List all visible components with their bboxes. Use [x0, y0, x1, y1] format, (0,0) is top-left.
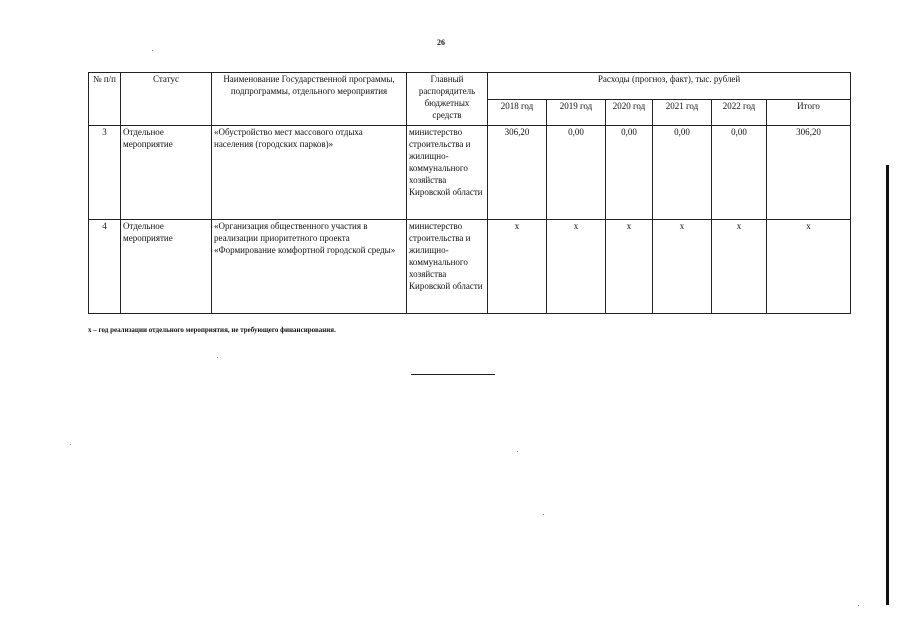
header-expenses: Расходы (прогноз, факт), тыс. рублей: [488, 73, 851, 100]
header-year-2021: 2021 год: [653, 99, 712, 126]
header-row-1: [89, 73, 851, 100]
row-manager: министерство строительства и жилищно-коммунального хозяйства Кировской области: [407, 220, 488, 314]
row-value-2018: x: [488, 220, 547, 314]
row-value-2018: 306,20: [488, 126, 547, 220]
table-row: [89, 126, 851, 220]
scan-speck: [217, 357, 218, 358]
row-value-2021: x: [653, 220, 712, 314]
row-value-2019: x: [547, 220, 606, 314]
header-year-2018: 2018 год: [488, 99, 547, 126]
header-num: № п/п: [89, 73, 121, 126]
row-num: 3: [89, 126, 121, 220]
header-total: Итого: [767, 99, 851, 126]
row-name: «Обустройство мест массового отдыха населения (городских парков)»: [212, 126, 407, 220]
header-manager: Главный распорядитель бюджетных средств: [407, 73, 488, 126]
header-year-2019: 2019 год: [547, 99, 606, 126]
page-number: 26: [437, 38, 445, 47]
header-year-2022: 2022 год: [712, 99, 767, 126]
row-value-2020: x: [606, 220, 653, 314]
scan-edge-line: [886, 165, 889, 605]
scan-speck: [70, 444, 71, 445]
header-year-2020: 2020 год: [606, 99, 653, 126]
scan-speck: [152, 50, 153, 51]
row-value-2020: 0,00: [606, 126, 653, 220]
end-divider: [411, 374, 495, 375]
header-name: Наименование Государственной программы, подпрограммы, отдельного мероприятия: [212, 73, 407, 126]
row-value-2022: x: [712, 220, 767, 314]
row-value-2019: 0,00: [547, 126, 606, 220]
row-total: 306,20: [767, 126, 851, 220]
scan-speck: [517, 451, 518, 452]
row-value-2021: 0,00: [653, 126, 712, 220]
table-row: [89, 220, 851, 314]
row-name: «Организация общественного участия в реализации приоритетного проекта «Формирование комфортной городской среды»: [212, 220, 407, 314]
scan-speck: [858, 605, 859, 606]
budget-table: [88, 72, 851, 314]
row-status: Отдельное мероприятие: [121, 220, 212, 314]
row-num: 4: [89, 220, 121, 314]
row-total: x: [767, 220, 851, 314]
row-status: Отдельное мероприятие: [121, 126, 212, 220]
header-status: Статус: [121, 73, 212, 126]
row-manager: министерство строительства и жилищно-коммунального хозяйства Кировской области: [407, 126, 488, 220]
row-value-2022: 0,00: [712, 126, 767, 220]
scan-speck: [543, 514, 544, 515]
footnote: x – год реализации отдельного мероприятия, не требующего финансирования.: [88, 326, 336, 334]
